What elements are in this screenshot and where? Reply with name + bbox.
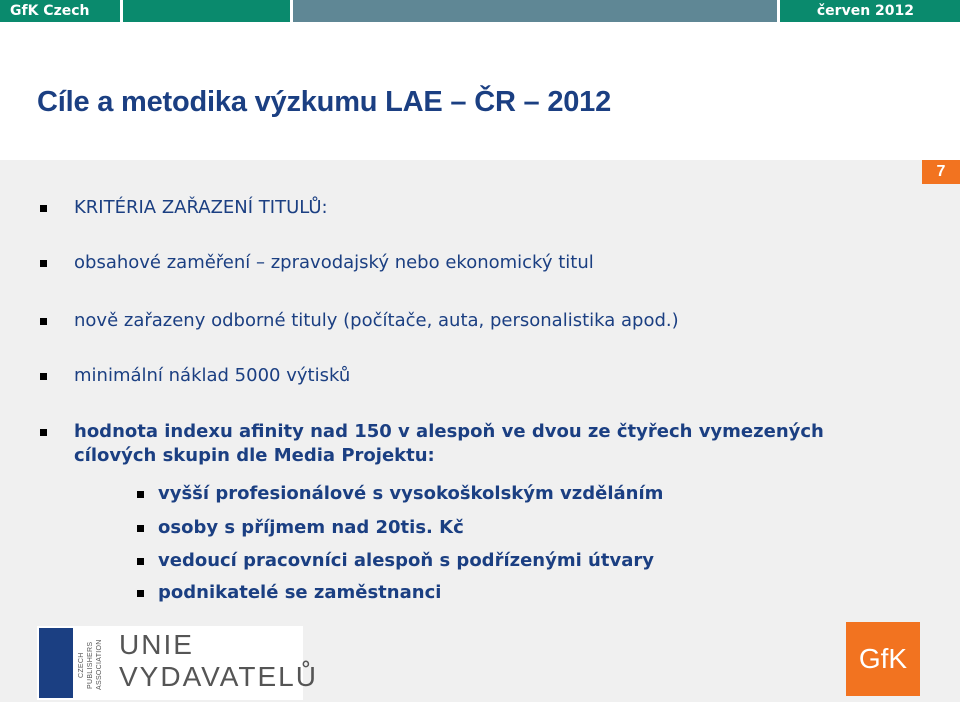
bullet-text: KRITÉRIA ZAŘAZENÍ TITULŮ: bbox=[74, 197, 328, 218]
brand-label: GfK Czech bbox=[10, 3, 90, 19]
bullet-text: obsahové zaměření – zpravodajský nebo ekonomický titul bbox=[74, 252, 594, 273]
gfk-logo: GfK bbox=[846, 622, 920, 696]
bullet-square-icon bbox=[40, 373, 47, 380]
bullet-square-icon bbox=[40, 260, 47, 267]
bullet-text: minimální náklad 5000 výtisků bbox=[74, 365, 351, 386]
bullet-square-icon bbox=[40, 318, 47, 325]
bullet-square-icon bbox=[137, 558, 144, 565]
bullet-text: nově zařazeny odborné tituly (počítače, auta, personalistika apod.) bbox=[74, 310, 679, 331]
logo-vertical-text: CZECH PUBLISHERS ASSOCIATION bbox=[78, 639, 103, 691]
top-bar bbox=[0, 0, 960, 22]
page-title: Cíle a metodika výzkumu LAE – ČR – 2012 bbox=[37, 86, 612, 118]
sub-bullet-text: podnikatelé se zaměstnanci bbox=[158, 582, 442, 603]
bullet-square-icon bbox=[40, 205, 47, 212]
topbar-segment-right bbox=[293, 0, 777, 22]
bullet-square-icon bbox=[137, 590, 144, 597]
logo-line-unie: UNIE bbox=[119, 629, 194, 660]
date-label: červen 2012 bbox=[816, 3, 914, 19]
page-number-badge: 7 bbox=[922, 160, 960, 184]
topbar-segment-mid bbox=[123, 0, 290, 22]
bullet-square-icon bbox=[137, 525, 144, 532]
sub-bullet-text: vyšší profesionálové s vysokoškolským vzděláním bbox=[158, 483, 664, 504]
bullet-text: hodnota indexu afinity nad 150 v alespoň ve dvou ze čtyřech vymezených cílových skupin dle Media Projektu: bbox=[74, 421, 824, 466]
logo-color-block bbox=[39, 628, 73, 698]
unie-vydavatelu-logo bbox=[37, 626, 318, 700]
sub-bullet-text: vedoucí pracovníci alespoň s podřízenými útvary bbox=[158, 550, 654, 571]
sub-bullet-text: osoby s příjmem nad 20tis. Kč bbox=[158, 517, 464, 538]
bullet-square-icon bbox=[40, 429, 47, 436]
logo-line-vydavatelu: VYDAVATELŮ bbox=[119, 661, 318, 692]
bullet-square-icon bbox=[137, 491, 144, 498]
